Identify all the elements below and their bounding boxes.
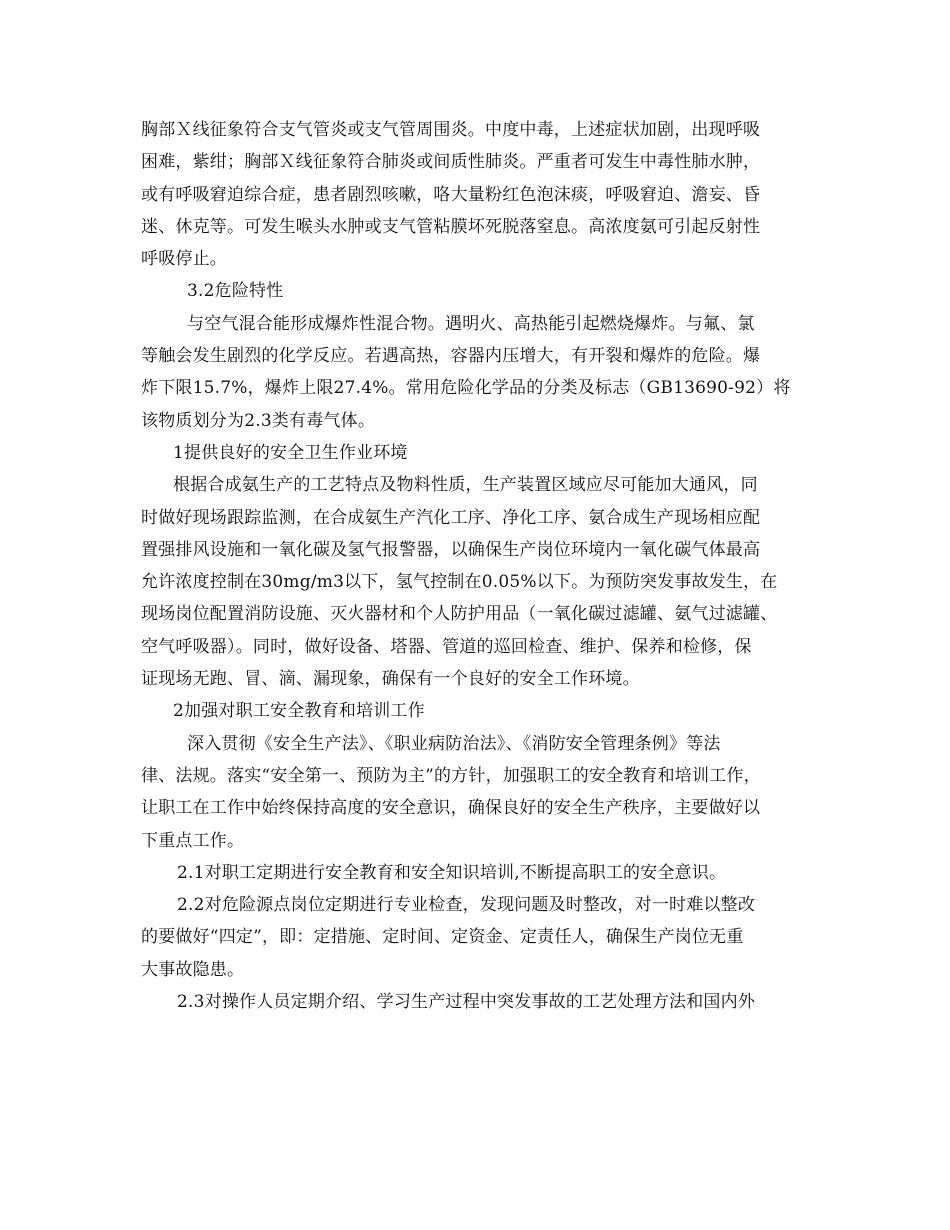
text-line: 大事故隐患。 — [141, 959, 245, 980]
document-body — [141, 114, 813, 1018]
text-line: 胸部Ｘ线征象符合支气管炎或支气管周围炎。中度中毒，上述症状加剧，出现呼吸 — [141, 120, 761, 140]
text-line: 证现场无跑、冒、滴、漏现象，确保有一个良好的安全工作环境。 — [141, 669, 640, 690]
text-line: 现场岗位配置消防设施、灭火器材和个人防护用品（一氧化碳过滤罐、氨气过滤罐、 — [141, 604, 778, 625]
text-line: 2加强对职工安全教育和培训工作 — [173, 701, 425, 722]
text-line: 2.2对危险源点岗位定期进行专业检查，发现问题及时整改，对一时难以整改 — [177, 895, 756, 916]
text-line: 该物质划分为2.3类有毒气体。 — [141, 410, 376, 431]
text-line: 让职工在工作中始终保持高度的安全意识，确保良好的安全生产秩序，主要做好以 — [141, 798, 761, 819]
text-line: 根据合成氨生产的工艺特点及物料性质，生产装置区域应尽可能加大通风，同 — [173, 475, 758, 496]
text-line: 律、法规。落实“安全第一、预防为主”的方针，加强职工的安全教育和培训工作， — [141, 765, 761, 786]
text-line: 允许浓度控制在30mg/m3以下，氢气控制在0.05%以下。为预防突发事故发生，在 — [141, 572, 778, 593]
text-line: 困难，紫绀；胸部Ｘ线征象符合肺炎或间质性肺炎。严重者可发生中毒性肺水肿， — [141, 152, 761, 173]
text-line: 迷、休克等。可发生喉头水肿或支气管粘膜坏死脱落窒息。高浓度氨可引起反射性 — [141, 216, 761, 237]
text-line: 或有呼吸窘迫综合症，患者剧烈咳嗽，咯大量粉红色泡沫痰，呼吸窘迫、澹妄、昏 — [141, 184, 761, 205]
text-line: 等触会发生剧烈的化学反应。若遇高热，容器内压增大，有开裂和爆炸的危险。爆 — [141, 346, 761, 367]
text-line: 的要做好“四定”，即：定措施、定时间、定资金、定责任人，确保生产岗位无重 — [141, 927, 744, 948]
text-line: 3.2危险特性 — [187, 281, 284, 302]
text-line: 时做好现场跟踪监测，在合成氨生产汽化工序、净化工序、氨合成生产现场相应配 — [141, 507, 761, 528]
text-line: 呼吸停止。 — [141, 249, 227, 270]
text-line: 空气呼吸器）。同时，做好设备、塔器、管道的巡回检查、维护、保养和检修，保 — [141, 636, 752, 657]
text-line: 2.3对操作人员定期介绍、学习生产过程中突发事故的工艺处理方法和国内外 — [177, 992, 756, 1013]
text-line: 置强排风设施和一氧化碳及氢气报警器，以确保生产岗位环境内一氧化碳气体最高 — [141, 539, 761, 560]
text-line: 深入贯彻《安全生产法》、《职业病防治法》、《消防安全管理条例》等法 — [187, 733, 721, 754]
text-line: 1提供良好的安全卫生作业环境 — [173, 442, 408, 463]
text-line: 与空气混合能形成爆炸性混合物。遇明火、高热能引起燃烧爆炸。与氟、氯 — [187, 313, 755, 334]
text-line: 2.1对职工定期进行安全教育和安全知识培训,不断提高职工的安全意识。 — [177, 862, 727, 883]
text-line: 下重点工作。 — [141, 830, 245, 851]
text-line: 炸下限15.7%，爆炸上限27.4%。常用危险化学品的分类及标志（GB13690-92）将 — [141, 378, 791, 399]
